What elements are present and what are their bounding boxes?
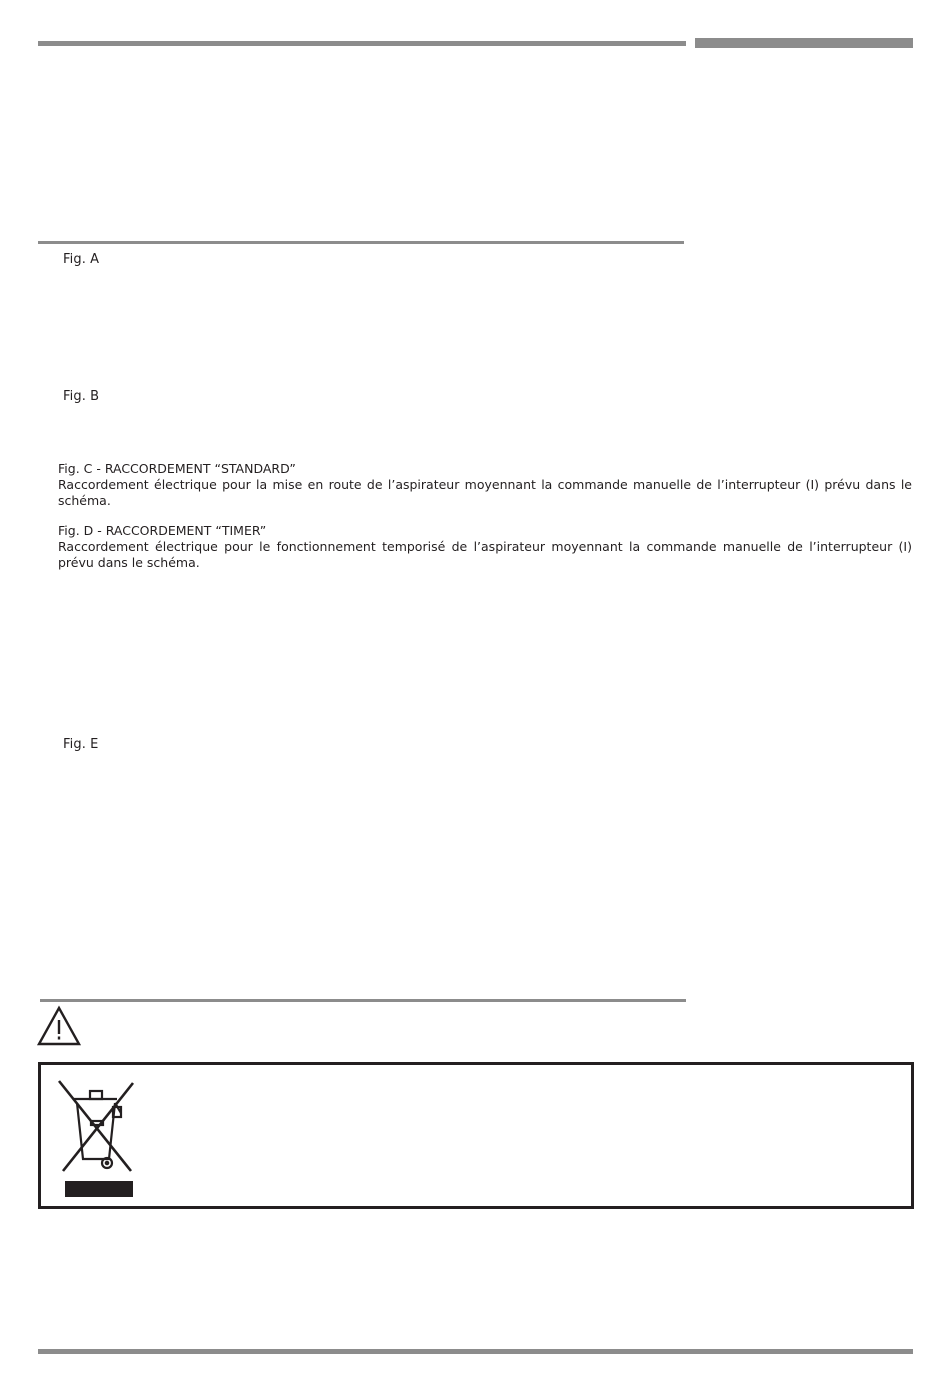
header-rule-left	[38, 41, 686, 46]
timer-connection-text: Raccordement électrique pour le fonctionnement temporisé de l’aspirateur moyennant la commande manuelle de l’interrupteur (I) prévu dans le schéma.	[58, 539, 912, 570]
figure-label-b: Fig. B	[63, 389, 100, 404]
timer-connection-title: Fig. D - RACCORDEMENT “TIMER”	[58, 523, 267, 538]
standard-connection-text: Raccordement électrique pour la mise en route de l’aspirateur moyennant la commande manuelle de l’interrupteur (I) prévu dans le schéma.	[58, 477, 912, 508]
standard-connection-title: Fig. C - RACCORDEMENT “STANDARD”	[58, 461, 296, 476]
section-divider-bottom	[40, 999, 686, 1002]
warning-triangle-icon	[36, 1005, 82, 1047]
crossed-out-wheelie-bin-icon	[55, 1077, 137, 1197]
section-divider-top	[38, 241, 684, 244]
figure-label-a: Fig. A	[63, 252, 100, 267]
timer-connection-section	[58, 523, 912, 571]
footer-rule	[38, 1349, 913, 1354]
figure-label-e: Fig. E	[63, 737, 99, 752]
header-rule-right	[695, 38, 913, 48]
disposal-notice-box	[38, 1062, 914, 1209]
standard-connection-section	[58, 461, 912, 509]
